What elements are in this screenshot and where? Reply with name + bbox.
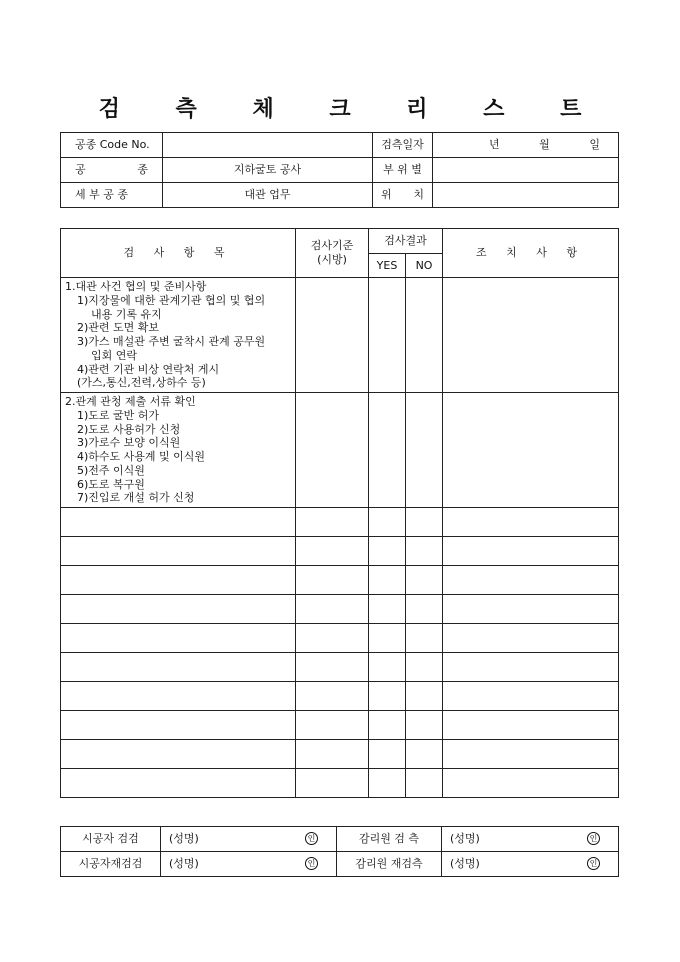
blank-cell: [443, 566, 619, 595]
name-placeholder: (성명): [169, 857, 199, 871]
section-line: 1)지장물에 대한 관계기관 협의 및 협의: [77, 293, 266, 307]
location-label: 위 치: [373, 183, 433, 208]
section-heading: 2.관계 관청 제출 서류 확인: [65, 395, 196, 408]
blank-cell: [406, 711, 443, 740]
blank-cell: [443, 769, 619, 798]
no-cell: [406, 278, 443, 393]
signer-name-field: [442, 827, 619, 852]
section-line: 7)진입로 개설 허가 신청: [77, 491, 195, 505]
signer-name-field: [161, 827, 337, 852]
section-line: 2)관련 도면 확보: [77, 321, 160, 335]
blank-row: [61, 624, 619, 653]
section-line: 내용 기록 유지: [91, 307, 162, 321]
checklist-section-row: [61, 393, 619, 508]
item-header: 검 사 항 목: [61, 229, 296, 278]
signer-name-field: [161, 852, 337, 877]
signer-role: 시공자재검검: [61, 852, 161, 877]
inspection-date-label: 검측일자: [373, 133, 433, 158]
blank-cell: [443, 595, 619, 624]
info-row-detail: [61, 183, 619, 208]
blank-cell: [443, 508, 619, 537]
blank-row: [61, 711, 619, 740]
blank-cell: [406, 769, 443, 798]
criteria-cell: [296, 278, 369, 393]
section-heading: 1.대관 사건 협의 및 준비사항: [65, 280, 207, 293]
trade-label: 공 종: [61, 158, 163, 183]
blank-cell: [296, 740, 369, 769]
blank-cell: [369, 769, 406, 798]
section-line: 4)하수도 사용계 및 이식원: [77, 450, 206, 463]
blank-cell: [296, 624, 369, 653]
blank-cell: [61, 537, 296, 566]
seal-icon: 인: [305, 832, 318, 845]
section-line: 3)가스 매설관 주변 굴착시 관계 공무원: [77, 335, 266, 348]
section-line: 4)관련 기관 비상 연락처 게시: [77, 362, 220, 376]
blank-cell: [406, 595, 443, 624]
blank-cell: [443, 740, 619, 769]
blank-cell: [406, 624, 443, 653]
section-line: 2)도로 사용허가 신청: [77, 422, 181, 436]
blank-cell: [296, 711, 369, 740]
blank-cell: [296, 508, 369, 537]
part-label: 부 위 별: [373, 158, 433, 183]
yes-header: YES: [369, 254, 406, 278]
section-line: 3)가로수 보양 이식원: [77, 436, 181, 450]
blank-cell: [369, 566, 406, 595]
checklist-item-cell: [61, 278, 296, 393]
detail-trade-value: 대관 업무: [163, 183, 373, 208]
checklist-header-row: [61, 229, 619, 254]
section-line: (가스,통신,전력,상하수 등): [77, 376, 206, 390]
code-value: [163, 133, 373, 158]
blank-cell: [61, 566, 296, 595]
action-cell: [443, 393, 619, 508]
blank-cell: [61, 682, 296, 711]
section-line: 입회 연락: [91, 348, 138, 362]
blank-cell: [443, 624, 619, 653]
detail-trade-label: 세 부 공 종: [61, 183, 163, 208]
blank-row: [61, 653, 619, 682]
blank-row: [61, 537, 619, 566]
blank-cell: [406, 508, 443, 537]
seal-icon: 인: [587, 857, 600, 870]
name-placeholder: (성명): [169, 832, 199, 846]
criteria-header: 검사기준 (시방): [296, 229, 369, 278]
blank-cell: [369, 682, 406, 711]
checklist-table: [60, 228, 619, 798]
blank-cell: [296, 769, 369, 798]
blank-cell: [296, 537, 369, 566]
name-placeholder: (성명): [450, 832, 480, 846]
blank-row: [61, 682, 619, 711]
result-header: 검사결과: [369, 229, 443, 254]
blank-cell: [369, 653, 406, 682]
blank-cell: [443, 537, 619, 566]
no-header: NO: [406, 254, 443, 278]
blank-cell: [296, 682, 369, 711]
blank-cell: [443, 653, 619, 682]
blank-cell: [296, 653, 369, 682]
no-cell: [406, 393, 443, 508]
signature-table: [60, 826, 619, 877]
blank-cell: [61, 624, 296, 653]
date-month-label: 월: [539, 138, 550, 152]
date-day-label: 일: [589, 138, 600, 152]
blank-cell: [369, 624, 406, 653]
signer-role: 감리원 검 측: [337, 827, 442, 852]
blank-cell: [443, 682, 619, 711]
trade-value: 지하굴토 공사: [163, 158, 373, 183]
seal-icon: 인: [587, 832, 600, 845]
blank-cell: [61, 508, 296, 537]
blank-cell: [61, 711, 296, 740]
blank-cell: [369, 740, 406, 769]
name-placeholder: (성명): [450, 857, 480, 871]
page-title: 검 측 체 크 리 스 트: [98, 96, 606, 122]
location-value: [433, 183, 619, 208]
blank-cell: [406, 682, 443, 711]
signature-row: [61, 852, 619, 877]
info-row-trade: [61, 158, 619, 183]
blank-cell: [61, 653, 296, 682]
action-cell: [443, 278, 619, 393]
part-value: [433, 158, 619, 183]
seal-icon: 인: [305, 857, 318, 870]
blank-row: [61, 769, 619, 798]
blank-cell: [296, 595, 369, 624]
blank-row: [61, 508, 619, 537]
blank-cell: [369, 595, 406, 624]
section-line: 5)전주 이식원: [77, 463, 145, 477]
checklist-section-row: [61, 278, 619, 393]
signer-role: 시공자 검검: [61, 827, 161, 852]
blank-cell: [61, 740, 296, 769]
blank-cell: [406, 566, 443, 595]
blank-cell: [369, 537, 406, 566]
signer-name-field: [442, 852, 619, 877]
yes-cell: [369, 393, 406, 508]
info-table: [60, 132, 619, 208]
info-row-code: [61, 133, 619, 158]
blank-cell: [406, 740, 443, 769]
blank-cell: [369, 711, 406, 740]
blank-cell: [61, 769, 296, 798]
checklist-item-cell: [61, 393, 296, 508]
section-line: 1)도로 굴반 허가: [77, 408, 160, 422]
inspection-date-value: [433, 133, 619, 158]
criteria-cell: [296, 393, 369, 508]
blank-cell: [296, 566, 369, 595]
blank-cell: [61, 595, 296, 624]
blank-cell: [369, 508, 406, 537]
blank-row: [61, 740, 619, 769]
blank-cell: [406, 653, 443, 682]
blank-cell: [443, 711, 619, 740]
blank-cell: [406, 537, 443, 566]
signature-row: [61, 827, 619, 852]
blank-row: [61, 566, 619, 595]
signer-role: 감리원 재검측: [337, 852, 442, 877]
date-year-label: 년: [489, 138, 500, 152]
yes-cell: [369, 278, 406, 393]
blank-row: [61, 595, 619, 624]
action-header: 조 치 사 항: [443, 229, 619, 278]
section-line: 6)도로 복구원: [77, 477, 145, 491]
code-label: 공종 Code No.: [61, 133, 163, 158]
